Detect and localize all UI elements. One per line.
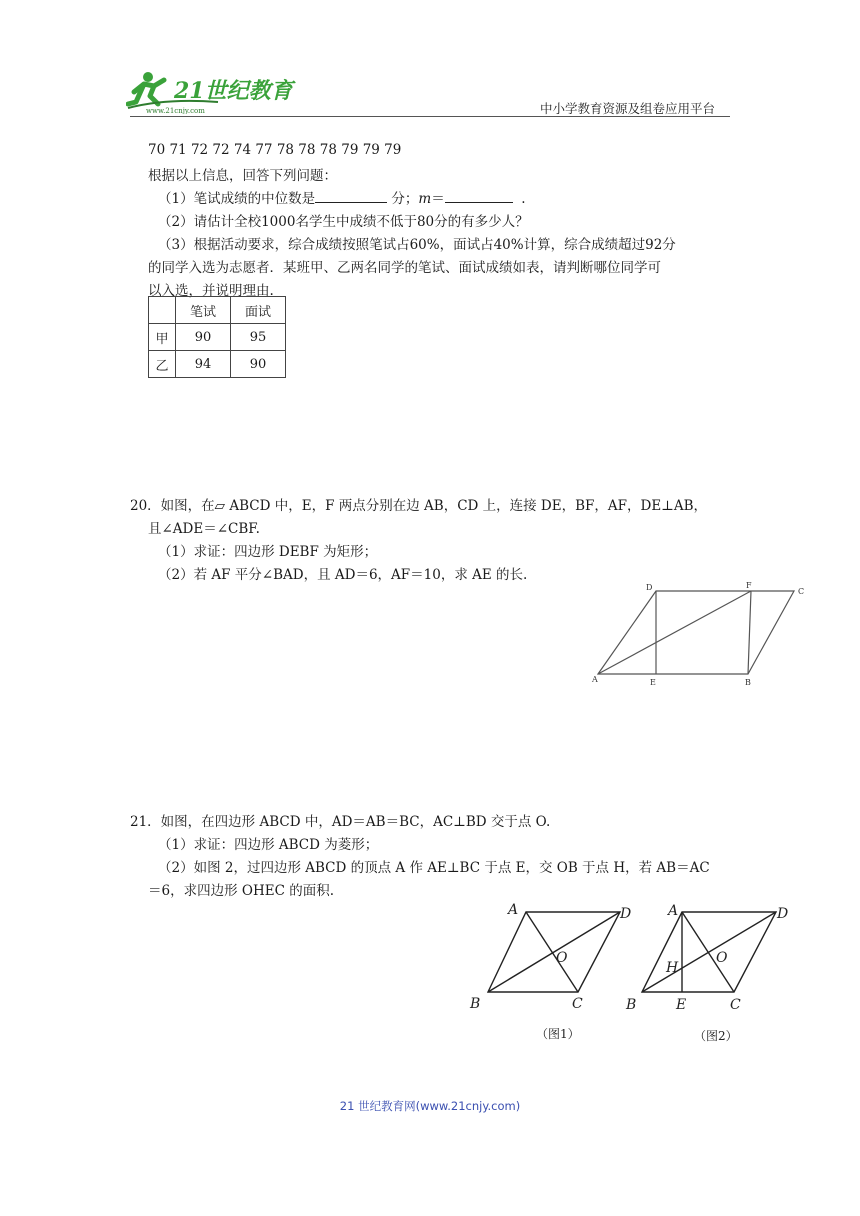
q19-part1-unit: 分； (391, 191, 419, 207)
label-b: B (470, 996, 481, 1012)
label-f: F (746, 581, 752, 590)
table-row (149, 351, 286, 378)
table-cell: 95 (231, 324, 286, 351)
q19-part3-line3: 以入选，并说明理由. (148, 283, 274, 299)
table-header-cell: 面试 (231, 297, 286, 324)
q20-stem-line1: 20．如图，在▱ ABCD 中，E，F 两点分别在边 AB，CD 上，连接 DE，BF，AF，DE⊥AB， (130, 498, 708, 514)
label-c: C (798, 587, 805, 596)
q20-stem-line2: 且∠ADE＝∠CBF. (148, 521, 260, 537)
label-c: C (730, 997, 741, 1013)
q21-part2-line2: ＝6，求四边形 OHEC 的面积. (148, 883, 334, 899)
q20-part1: （1）求证：四边形 DEBF 为矩形； (158, 544, 378, 560)
table-header-cell: 笔试 (176, 297, 231, 324)
site-logo (126, 68, 296, 114)
answer-blank-m (445, 188, 513, 203)
table-row (149, 324, 286, 351)
figure-2-caption: （图2） (694, 1029, 738, 1043)
q19-data-line: 70 71 72 72 74 77 78 78 78 79 79 79 (148, 142, 402, 158)
label-d: D (620, 906, 632, 922)
q19-intro: 根据以上信息，回答下列问题： (148, 168, 337, 184)
figure-1-caption: （图1） (536, 1027, 580, 1041)
logo-text: 21世纪教育 (174, 78, 293, 104)
table-cell: 90 (231, 351, 286, 378)
q19-part3-line1: （3）根据活动要求，综合成绩按照笔试占60%，面试占40%计算，综合成绩超过92分 (158, 237, 676, 253)
header-platform-text: 中小学教育资源及组卷应用平台 (540, 101, 716, 116)
q21-part1: （1）求证：四边形 ABCD 为菱形； (158, 837, 379, 853)
label-e: E (650, 678, 656, 687)
q20-part2: （2）若 AF 平分∠BAD，且 AD＝6，AF＝10，求 AE 的长. (158, 567, 528, 583)
label-h: H (666, 960, 679, 976)
table-header-row (149, 297, 286, 324)
q21-part2-line1: （2）如图 2，过四边形 ABCD 的顶点 A 作 AE⊥BC 于点 E，交 OB 于点 H，若 AB＝AC (158, 860, 710, 876)
label-a: A (508, 902, 519, 918)
label-d: D (777, 906, 789, 922)
answer-blank-median (315, 188, 387, 203)
q21-stem-line1: 21．如图，在四边形 ABCD 中，AD＝AB＝BC，AC⊥BD 交于点 O. (130, 814, 551, 830)
q21-figure-2 (624, 898, 800, 1048)
q20-parallelogram-figure (588, 578, 810, 690)
label-b: B (745, 678, 751, 687)
q19-part1-text: （1）笔试成绩的中位数是 (158, 191, 316, 207)
label-a: A (592, 675, 598, 684)
label-c: C (572, 996, 583, 1012)
q19-var-m: m (418, 191, 432, 207)
label-b: B (626, 997, 637, 1013)
q19-period: . (521, 191, 526, 207)
table-cell: 94 (176, 351, 231, 378)
label-o: O (716, 950, 728, 966)
label-a: A (668, 903, 679, 919)
footer-link[interactable]: 21 世纪教育网(www.21cnjy.com) (339, 1099, 521, 1113)
diagonal-bd (488, 912, 620, 992)
table-cell: 90 (176, 324, 231, 351)
q19-part2: （2）请估计全校1000名学生中成绩不低于80分的有多少人？ (158, 214, 529, 230)
header-divider (130, 116, 730, 117)
q19-part3-line2: 的同学入选为志愿者．某班甲、乙两名同学的笔试、面试成绩如表，请判断哪位同学可 (148, 260, 661, 276)
q19-equals: ＝ (431, 191, 445, 207)
q21-figure-1 (466, 898, 638, 1046)
logo-url: www.21cnjy.com (146, 107, 205, 114)
table-header-cell (149, 297, 176, 324)
diagonal-ac (526, 912, 578, 992)
label-d: D (646, 583, 653, 592)
table-cell: 甲 (149, 324, 176, 351)
table-cell: 乙 (149, 351, 176, 378)
q19-part1 (158, 187, 526, 207)
label-o: O (556, 950, 568, 966)
label-e: E (676, 997, 687, 1013)
score-table (148, 296, 286, 378)
